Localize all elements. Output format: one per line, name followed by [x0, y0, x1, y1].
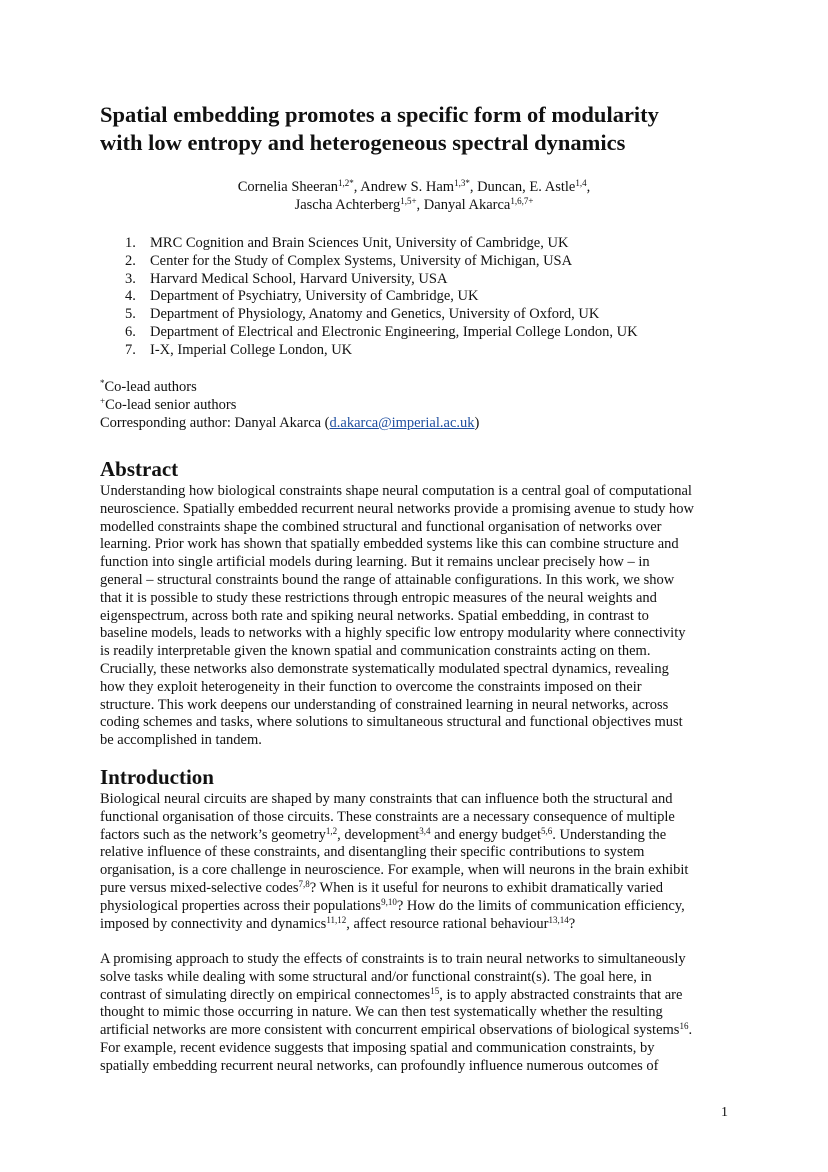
citation-ref: 3,4: [419, 825, 431, 836]
citation-ref: 11,12: [326, 914, 347, 925]
affiliation-number: 4.: [125, 288, 136, 305]
paper-title: [100, 101, 760, 157]
author-separator: ,: [353, 179, 361, 195]
intro-line: [100, 862, 728, 880]
abstract-line: Understanding how biological constraints shape neural computation is a central goal of computational: [100, 483, 692, 499]
abstract-line: modelled constraints shape the combined structural and functional organisation of networks over: [100, 518, 662, 535]
text-span: pure versus mixed-selective codes: [100, 879, 299, 896]
citation-ref: 16: [679, 1021, 689, 1032]
text-span: imposed by connectivity and dynamics: [100, 915, 327, 932]
abstract-line: be accomplished in tandem.: [100, 732, 262, 749]
affiliation-text: Department of Physiology, Anatomy and Genetics, University of Oxford, UK: [150, 306, 600, 323]
intro-line: [100, 969, 728, 987]
intro-line: [100, 827, 728, 845]
affiliation-text: Center for the Study of Complex Systems, University of Michigan, USA: [150, 252, 573, 269]
affiliation-text: Harvard Medical School, Harvard University, USA: [150, 270, 448, 287]
intro-line: [100, 916, 728, 934]
citation-ref: 13,14: [548, 914, 569, 925]
abstract-line: baseline models, leads to networks with a highly specific low entropy modularity where connectivity: [100, 625, 686, 642]
text-span: , affect resource rational behaviour: [346, 915, 549, 932]
affiliation-number: 2.: [125, 252, 136, 269]
abstract-line: is readily interpretable given the known spatial and communication constraints acting on them.: [100, 643, 651, 660]
text-span: solve tasks while dealing with some structural and/or functional constraint(s). The goal here, in: [100, 968, 652, 985]
text-span: organisation, is a core challenge in neuroscience. For example, when will neurons in the brain exhibit: [100, 862, 689, 879]
affiliation-number: 6.: [125, 323, 136, 340]
text-span: .: [688, 1022, 693, 1039]
affiliation-item: [100, 324, 740, 342]
text-span: functional organisation of those circuits. These constraints are a necessary consequence of multiple: [100, 808, 675, 825]
intro-paragraph: [100, 951, 728, 1076]
text-span: For example, recent evidence suggests that imposing spatial and communication constraints, by: [100, 1039, 655, 1056]
text-span: spatially embedding recurrent neural networks, can profoundly influence numerous outcomes of: [100, 1057, 659, 1074]
affiliation-text: Department of Psychiatry, University of Cambridge, UK: [150, 288, 479, 305]
affiliation-item: [100, 306, 740, 324]
author-separator: ,: [416, 197, 424, 213]
abstract-line: Crucially, these networks also demonstrate systematically modulated spectral dynamics, revealing: [100, 660, 669, 677]
intro-line: [100, 1004, 728, 1022]
introduction-heading: Introduction: [100, 765, 214, 789]
author-affiliation-mark: 1,2*: [338, 178, 354, 188]
author-name: Cornelia Sheeran: [237, 179, 339, 195]
author-affiliation-mark: 1,5+: [400, 196, 417, 206]
intro-line: [100, 951, 728, 969]
intro-line: [100, 844, 728, 862]
author-line: [100, 178, 728, 196]
citation-ref: 15: [430, 985, 440, 996]
text-span: contrast of simulating directly on empirical connectomes: [100, 986, 431, 1003]
author-list: [100, 178, 728, 214]
affiliation-item: [100, 235, 740, 253]
abstract-line: that it is possible to study these restrictions through entropic measures of the neural weights and: [100, 589, 657, 606]
intro-line: [100, 809, 728, 827]
affiliation-number: 5.: [125, 306, 136, 323]
text-span: , development: [337, 826, 420, 843]
author-affiliation-mark: 1,3*: [454, 178, 470, 188]
abstract-line: structure. This work deepens our understanding of constrained learning in neural networks, across: [100, 696, 669, 713]
text-span: and energy budget: [430, 826, 542, 843]
intro-line: [100, 791, 728, 809]
affiliation-item: [100, 271, 740, 289]
abstract-line: learning. Prior work has shown that spatially embedded systems like this can combine structure and: [100, 536, 679, 553]
affiliation-list: [100, 235, 740, 360]
citation-ref: 5,6: [541, 825, 553, 836]
affiliation-item: [100, 288, 740, 306]
abstract-heading: Abstract: [100, 457, 179, 481]
citation-ref: 1,2: [325, 825, 338, 836]
email-link[interactable]: d.akarca@imperial.ac.uk: [329, 415, 475, 431]
colead-note: *Co-lead authors: [100, 378, 197, 395]
title-line: with low entropy and heterogeneous spectral dynamics: [100, 130, 626, 155]
text-span: thought to mimic those occurring in nature. We can then test systematically whether the resulting: [100, 1004, 663, 1021]
text-span: ? How do the limits of communication efficiency,: [396, 897, 685, 914]
affiliation-item: [100, 253, 740, 271]
affiliation-number: 3.: [125, 270, 136, 287]
text-span: A promising approach to study the effects of constraints is to train neural networks to simultaneously: [100, 951, 686, 967]
abstract-line: coding schemes and tasks, where solutions to simultaneous structural and functional objectives must: [100, 714, 683, 731]
author-separator: ,: [469, 179, 478, 195]
text-span: ? When is it useful for neurons to exhibit dramatically varied: [309, 879, 664, 896]
text-span: physiological properties across their populations: [100, 897, 382, 914]
intro-line: [100, 880, 728, 898]
abstract-line: how they exploit heterogeneity in their function to overcome the constraints imposed on their: [100, 678, 642, 695]
author-name: Andrew S. Ham: [360, 179, 455, 195]
affiliation-text: Department of Electrical and Electronic Engineering, Imperial College London, UK: [150, 323, 638, 340]
affiliation-text: I-X, Imperial College London, UK: [150, 341, 353, 358]
text-span: artificial networks are more consistent with concurrent empirical observations of biological systems: [100, 1022, 680, 1039]
abstract-text: [100, 483, 728, 750]
affiliation-number: 7.: [125, 341, 136, 358]
senior-note: +Co-lead senior authors: [100, 396, 237, 413]
citation-ref: 7,8: [298, 878, 310, 889]
abstract-line: general – structural constraints bound the range of attainable configurations. In this work, we show: [100, 571, 675, 588]
text-span: relative influence of these constraints, and disentangling their specific contributions to system: [100, 844, 645, 861]
intro-paragraph: [100, 791, 728, 933]
text-span: , is to apply abstracted constraints that are: [439, 986, 683, 1003]
text-span: Biological neural circuits are shaped by many constraints that can influence both the structural and: [100, 791, 673, 807]
affiliation-number: 1.: [125, 235, 136, 251]
affiliation-item: [100, 342, 740, 360]
text-span: . Understanding the: [552, 826, 667, 843]
author-affiliation-mark: 1,6,7+: [510, 196, 534, 206]
author-line: [100, 196, 728, 214]
corresponding-author: Corresponding author: Danyal Akarca (d.akarca@imperial.ac.uk): [100, 415, 480, 431]
author-name: Duncan, E. Astle: [477, 179, 576, 195]
title-line: Spatial embedding promotes a specific form of modularity: [100, 102, 659, 127]
author-notes: [100, 378, 728, 432]
affiliation-text: MRC Cognition and Brain Sciences Unit, University of Cambridge, UK: [150, 235, 569, 251]
intro-line: [100, 1058, 728, 1076]
citation-ref: 9,10: [381, 896, 397, 907]
page-number: 1: [721, 1105, 728, 1120]
abstract-line: neuroscience. Spatially embedded recurrent neural networks provide a promising avenue to study how: [100, 500, 694, 517]
author-affiliation-mark: 1,4: [575, 178, 587, 188]
text-span: ?: [568, 915, 576, 932]
intro-line: [100, 1040, 728, 1058]
intro-line: [100, 1022, 728, 1040]
abstract-line: function into single artificial models during learning. But it remains unclear precisely how – in: [100, 554, 650, 571]
intro-line: [100, 987, 728, 1005]
intro-line: [100, 898, 728, 916]
text-span: factors such as the network’s geometry: [100, 826, 326, 843]
author-name: Jascha Achterberg: [294, 197, 401, 213]
author-name: Danyal Akarca: [423, 197, 511, 213]
abstract-line: eigenspectrum, across both rate and spiking neural networks. Spatial embedding, in contrast to: [100, 607, 649, 624]
author-separator: ,: [586, 179, 591, 195]
